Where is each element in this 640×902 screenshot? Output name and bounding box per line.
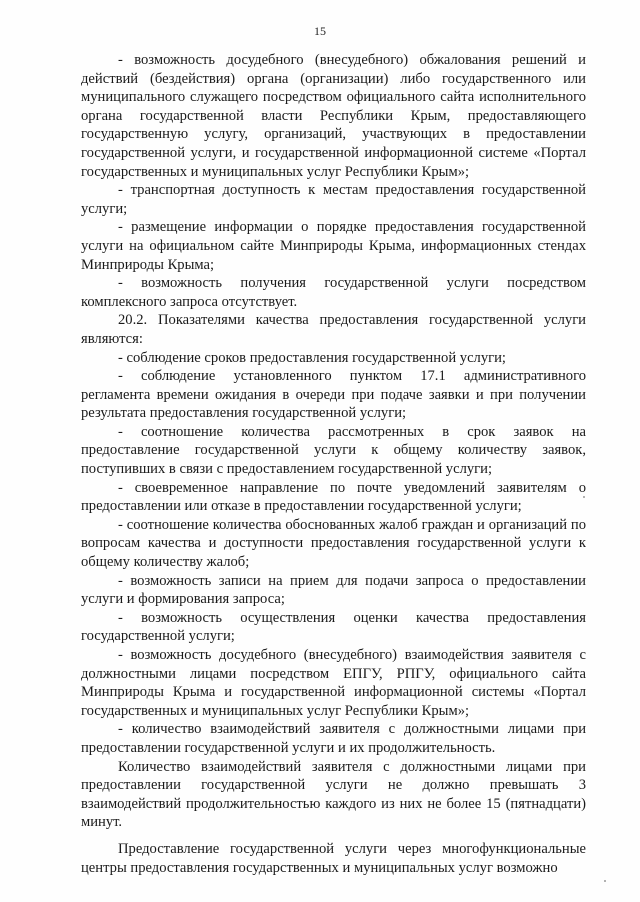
paragraph-deadlines: - соблюдение сроков предоставления государственной услуги; — [118, 349, 506, 366]
paragraph-transport-access: - транспортная доступность к местам предоставления государственной услуги; — [81, 182, 586, 217]
paragraph-pretrial-interaction: - возможность досудебного (внесудебного) взаимодействия заявителя с должностными лицами посредством ЕПГУ, РПГУ, официального сайта Минприроды Крыма и государственной информационной системы «Портал государственных и муниципальных услуг Республики Крым»; — [81, 647, 586, 719]
paragraph-interactions-limit: Количество взаимодействий заявителя с должностными лицами при предоставлении государственной услуги не должно превышать 3 взаимодействий продолжительностью каждого из них не более 15 (пятнадцати) минут. — [81, 758, 586, 831]
paragraph-section-20-2: 20.2. Показателями качества предоставления государственной услуги являются: — [81, 312, 586, 347]
scan-speck — [604, 880, 606, 882]
paragraph-complaints-ratio: - соотношение количества обоснованных жалоб граждан и организаций по вопросам качества и доступности предоставления государственной услуги к общему количеству жалоб; — [81, 516, 586, 571]
paragraph-mfc: Предоставление государственной услуги через многофункциональные центры предоставления государственных и муниципальных услуг возможно — [81, 840, 586, 876]
paragraph-complex-request: - возможность получения государственной услуги посредством комплексного запроса отсутствует. — [81, 275, 586, 310]
paragraph-mail-notices: - своевременное направление по почте уведомлений заявителям о предоставлении или отказе в предоставлении государственной услуги; — [81, 479, 586, 515]
paragraph-info-placement: - размещение информации о порядке предоставления государственной услуги на официальном сайте Минприроды Крыма, информационных стендах Минприроды Крыма; — [81, 219, 586, 273]
paragraph-queue-time: - соблюдение установленного пунктом 17.1 административного регламента времени ожидания в очереди при подаче заявки и при получении результата предоставления государственной услуги; — [81, 368, 586, 422]
paragraph-quality-assessment: - возможность осуществления оценки качества предоставления государственной услуги; — [81, 609, 586, 645]
paragraph-appointment: - возможность записи на прием для подачи запроса о предоставлении услуги и формирования запроса; — [81, 572, 586, 608]
paragraph-pretrial-appeal: - возможность досудебного (внесудебного) обжалования решений и действий (бездействия) органа (организации) либо государственного или муниципального служащего посредством официального сайта исполнительного органа государственной власти Республики Крым, предоставляющего государственную услугу, организаций, участвующих в предоставлении государственной услуги, и государственной информационной системе «Портал государственных и муниципальных услуг Республики Крым»; — [81, 52, 586, 180]
paragraph-interactions-count: - количество взаимодействий заявителя с должностными лицами при предоставлении государственной услуги и их продолжительность. — [81, 721, 586, 756]
page-number: 15 — [314, 24, 326, 38]
scan-speck — [583, 496, 585, 498]
paragraph-requests-ratio: - соотношение количества рассмотренных в срок заявок на предоставление государственной услуги к общему количеству заявок, поступивших в связи с предоставлением государственной услуги; — [81, 423, 586, 478]
body-text — [81, 51, 586, 877]
